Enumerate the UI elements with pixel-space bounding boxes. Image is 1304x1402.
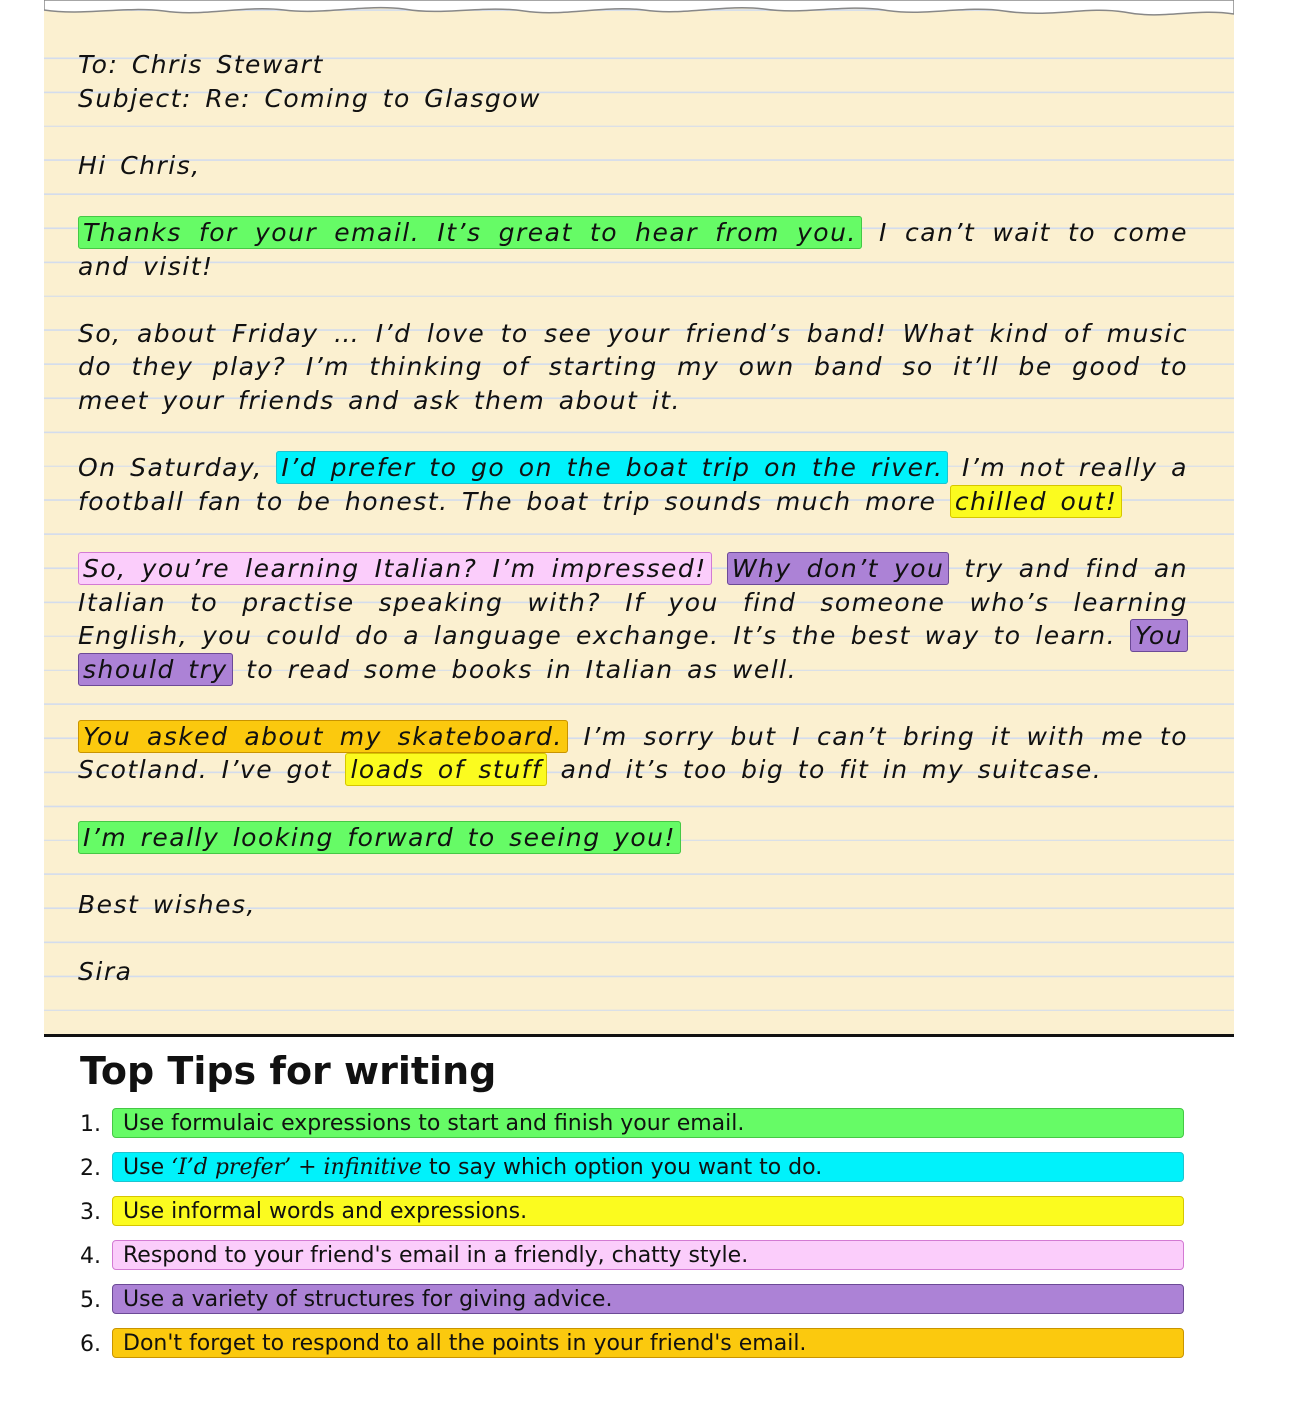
tip-text-pre: Use	[123, 1155, 172, 1180]
paragraph-1-text: I can’t wait to come and visit!	[78, 217, 1188, 281]
tip-number: 3.	[80, 1200, 101, 1225]
tip-number: 6.	[80, 1332, 101, 1357]
tip-text: Respond to your friend's email in a friendly, chatty style.	[112, 1240, 1184, 1270]
highlight-informal-1: chilled out!	[950, 485, 1123, 518]
email-subject: Subject: Re: Coming to Glasgow	[78, 83, 541, 113]
tip-number: 4.	[80, 1244, 101, 1269]
paragraph-1	[78, 216, 1188, 283]
highlight-prefer: I’d prefer to go on the boat trip on the river.	[276, 451, 948, 484]
tip-text: Use informal words and expressions.	[112, 1196, 1184, 1226]
tip-text-post: to say which option you want to do.	[421, 1155, 823, 1180]
letter-paper	[44, 0, 1234, 1037]
email-signoff: Best wishes,	[78, 889, 256, 919]
highlight-informal-2: loads of stuff	[345, 753, 547, 786]
tip-item	[80, 1328, 1196, 1362]
tip-item	[80, 1152, 1196, 1186]
tip-text	[112, 1152, 1184, 1182]
tip-item	[80, 1240, 1196, 1274]
highlight-respond-points: You asked about my skateboard.	[78, 720, 568, 753]
tip-text: Use formulaic expressions to start and finish your email.	[112, 1108, 1184, 1138]
tip-text: Use a variety of structures for giving advice.	[112, 1284, 1184, 1314]
torn-edge	[44, 0, 1234, 24]
paragraph-2: So, about Friday … I’d love to see your friend’s band! What kind of music do they play? I’m thinking of starting my own band so it’ll be good to meet your friends and ask them about it.	[78, 318, 1188, 415]
top-tips-section	[80, 1040, 1200, 1357]
highlight-advice-1: Why don’t you	[727, 552, 950, 585]
paragraph-4-text-a: try and find an Italian to practise speaking with? If you find someone who’s learning English, you could do a language exchange. It’s the best way to learn.	[78, 553, 1188, 651]
paragraph-5-text-a: I’m sorry but I can’t bring it with me to Scotland. I’ve got	[78, 721, 1188, 785]
highlight-formulaic-opening: Thanks for your email. It’s great to hear from you.	[78, 216, 862, 249]
tip-item	[80, 1196, 1196, 1230]
tip-item	[80, 1284, 1196, 1318]
tip-text-emphasis: ‘I’d prefer’ + infinitive	[171, 1155, 422, 1180]
tip-number: 5.	[80, 1288, 101, 1313]
tips-title: Top Tips for writing	[80, 1049, 497, 1093]
paragraph-6	[78, 821, 1188, 855]
paragraph-5	[78, 720, 1188, 787]
paragraph-5-text-b: and it’s too big to fit in my suitcase.	[547, 755, 1103, 785]
paragraph-3-text-b: I’m not really a football fan to be honest. The boat trip sounds much more	[78, 453, 1188, 516]
tip-number: 1.	[80, 1112, 101, 1137]
highlight-advice-2: You should try	[78, 619, 1188, 686]
highlight-formulaic-closing: I’m really looking forward to seeing you!	[78, 821, 681, 854]
paragraph-3-text-a: On Saturday,	[78, 453, 277, 483]
highlight-friendly: So, you’re learning Italian? I’m impressed!	[78, 552, 712, 585]
email-signature: Sira	[78, 957, 133, 987]
tip-text: Don't forget to respond to all the points in your friend's email.	[112, 1328, 1184, 1358]
paragraph-4	[78, 552, 1188, 686]
tip-number: 2.	[80, 1156, 101, 1181]
paragraph-3	[78, 451, 1188, 518]
tip-item	[80, 1108, 1196, 1142]
email-body	[78, 48, 1188, 1022]
email-greeting: Hi Chris,	[78, 150, 201, 180]
email-to: To: Chris Stewart	[78, 50, 324, 79]
paragraph-4-text-b: to read some books in Italian as well.	[232, 654, 798, 684]
